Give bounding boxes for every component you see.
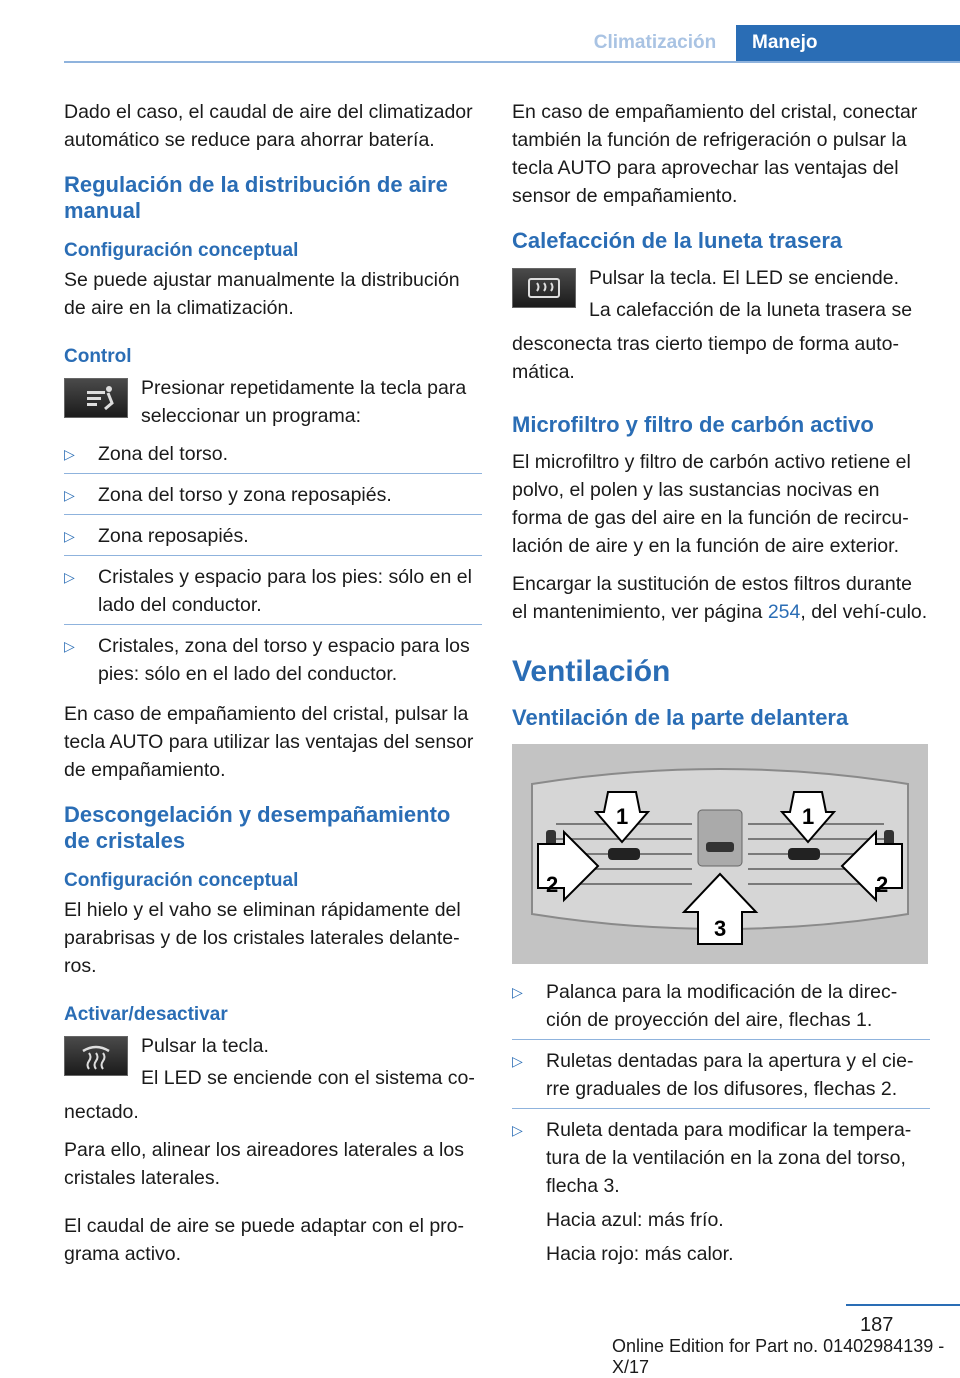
heading-front-ventilation: Ventilación de la parte delantera <box>512 705 849 730</box>
intro-paragraph: Dado el caso, el caudal de aire del climatizador automático se reduce para ahorrar batería. <box>64 101 473 151</box>
heading-defrost: Descongelación y desempañamiento de cristales <box>64 802 451 853</box>
heading-control: Control <box>64 346 132 367</box>
page-link[interactable]: 254 <box>767 601 801 623</box>
rear-text-1: Pulsar la tecla. El LED se enciende. <box>589 267 900 289</box>
callout-3: 3 <box>714 916 727 941</box>
activate-continuation: nectado. <box>64 1101 139 1123</box>
heading-activate: Activar/desactivar <box>64 1004 228 1025</box>
rear-continuation: desconecta tras cierto tiempo de forma auto‐mática. <box>512 333 899 383</box>
heading-distribution: Regulación de la distribución de aire manual <box>64 172 448 223</box>
callout-1-right: 1 <box>802 804 815 829</box>
front-vents-photo <box>512 744 928 964</box>
heading-rear-window: Calefacción de la luneta trasera <box>512 228 843 253</box>
triangle-bullet-icon: ▷ <box>512 1053 523 1069</box>
triangle-bullet-icon: ▷ <box>64 528 75 544</box>
list-item: ▷ Ruleta dentada para modificar la tempera‐tura de la ventilación en la zona del torso, flecha 3. Hacia azul: más frío. Hacia rojo: más calor. <box>512 1116 930 1279</box>
footer-rule <box>846 1304 960 1306</box>
header-rule <box>64 61 960 63</box>
vents-paragraph: Para ello, alinear los aireadores laterales a los cristales laterales. <box>64 1139 464 1189</box>
defrost-button-icon <box>64 1036 128 1076</box>
blue-note: Hacia azul: más frío. <box>546 1209 724 1231</box>
filter-paragraph-2: Encargar la sustitución de estos filtros durante el mantenimiento, ver página 254, del vehí‐culo. <box>512 573 928 623</box>
left-column <box>64 98 482 1278</box>
rear-defrost-button-icon <box>512 268 576 308</box>
triangle-bullet-icon: ▷ <box>64 638 75 654</box>
triangle-bullet-icon: ▷ <box>64 446 75 462</box>
rear-text-2: La calefacción de la luneta trasera se <box>589 299 913 321</box>
activate-text-1: Pulsar la tecla. <box>141 1035 269 1057</box>
heading-filter: Microfiltro y filtro de carbón activo <box>512 412 874 437</box>
program-list <box>64 440 482 693</box>
edition-note: Online Edition for Part no. 01402984139 - X/17 <box>612 1336 945 1377</box>
activate-block <box>64 1032 482 1092</box>
right-column <box>512 98 930 1286</box>
list-item: ▷ Cristales, zona del torso y espacio para los pies: sólo en el lado del conductor. <box>64 632 482 693</box>
fog-paragraph: En caso de empañamiento del cristal, pulsar la tecla AUTO para utilizar las ventajas del sensor de empañamiento. <box>64 703 474 781</box>
vent-list <box>512 978 930 1279</box>
triangle-bullet-icon: ▷ <box>512 984 523 1000</box>
concept-2-paragraph: El hielo y el vaho se eliminan rápidamente del parabrisas y de los cristales laterales delante‐ros. <box>64 899 461 977</box>
concept-1-paragraph: Se puede ajustar manualmente la distribución de aire en la climatización. <box>64 269 460 319</box>
filter-paragraph-1: El microfiltro y filtro de carbón activo retiene el polvo, el polen y las sustancias nocivas en forma de gas del aire en la función de recircu‐lación de aire y en la función de aire exterior. <box>512 451 911 557</box>
heading-concept-2: Configuración conceptual <box>64 870 299 891</box>
rear-block <box>512 264 930 324</box>
page-number: 187 <box>860 1314 894 1336</box>
fog-2-paragraph: En caso de empañamiento del cristal, conectar también la función de refrigeración o pulsar la tecla AUTO para aprovechar las ventajas del sensor de empañamiento. <box>512 101 918 207</box>
activate-text-2: El LED se enciende con el sistema co‐ <box>141 1067 475 1089</box>
callout-2-right: 2 <box>876 872 889 897</box>
control-text: Presionar repetidamente la tecla para seleccionar un programa: <box>141 377 467 427</box>
list-item: ▷ Ruletas dentadas para la apertura y el cie‐rre graduales de los difusores, flechas 2. <box>512 1047 930 1109</box>
list-item: ▷ Zona del torso y zona reposapiés. <box>64 481 482 515</box>
heading-concept-1: Configuración conceptual <box>64 240 299 261</box>
list-item: ▷ Palanca para la modificación de la direc‐ción de proyección del aire, flechas 1. <box>512 978 930 1040</box>
heading-ventilation: Ventilación <box>512 655 671 688</box>
header-section[interactable]: Climatización <box>593 32 717 53</box>
list-item: ▷ Zona del torso. <box>64 440 482 474</box>
callout-1-left: 1 <box>616 804 629 829</box>
header-chapter[interactable]: Manejo <box>736 25 960 61</box>
red-note: Hacia rojo: más calor. <box>546 1243 734 1265</box>
callout-2-left: 2 <box>546 872 559 897</box>
air-distribution-button-icon <box>64 378 128 418</box>
list-item: ▷ Cristales y espacio para los pies: sólo en el lado del conductor. <box>64 563 482 625</box>
triangle-bullet-icon: ▷ <box>64 487 75 503</box>
flow-paragraph: El caudal de aire se puede adaptar con el pro‐grama activo. <box>64 1215 465 1265</box>
list-item: ▷ Zona reposapiés. <box>64 522 482 556</box>
triangle-bullet-icon: ▷ <box>512 1122 523 1138</box>
triangle-bullet-icon: ▷ <box>64 569 75 585</box>
control-block <box>64 374 482 430</box>
